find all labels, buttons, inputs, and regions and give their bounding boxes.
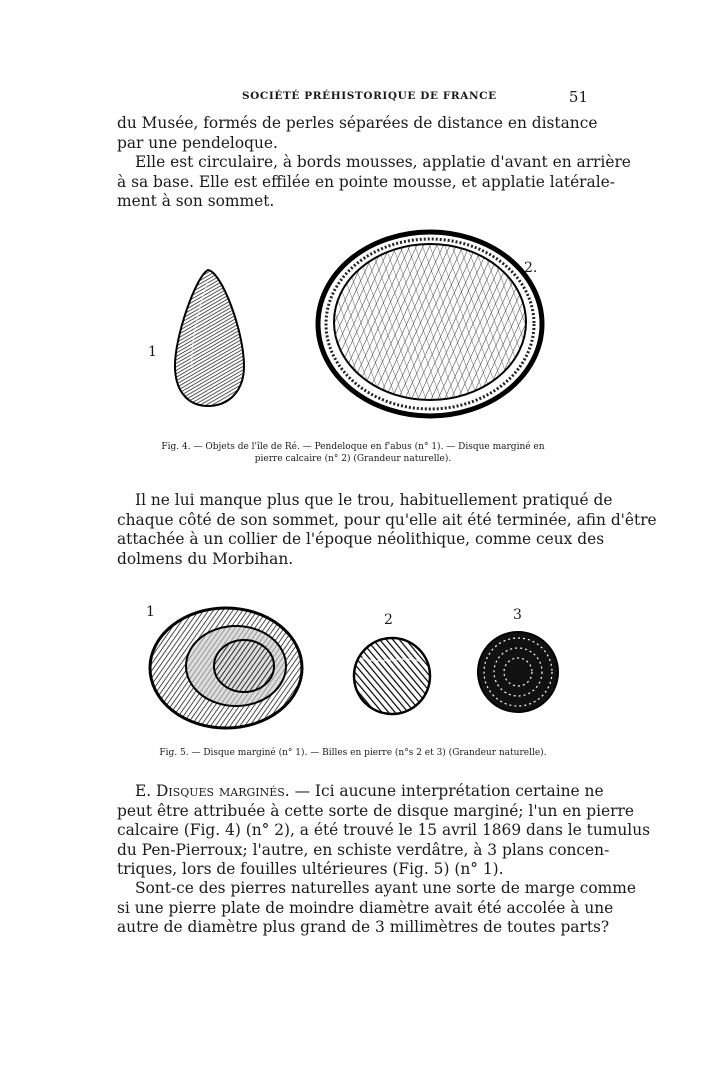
striped-ball-drawing [354, 638, 430, 714]
text-line: Sont-ce des pierres naturelles ayant une sorte de marge comme [135, 879, 636, 897]
caption-line: pierre calcaire (n° 2) (Grandeur naturelle). [254, 454, 452, 464]
text-line: si une pierre plate de moindre diamètre avait été accolée à une [117, 898, 614, 917]
page-header [118, 88, 588, 108]
dotted-ball-drawing [478, 632, 558, 712]
figure-4-label-2: 2. [524, 260, 538, 276]
figure-5-label-3: 3 [513, 607, 522, 623]
figure-4-caption [117, 441, 589, 465]
text-line: calcaire (Fig. 4) (n° 2), a été trouvé le 15 avril 1869 dans le tumulus [117, 821, 650, 839]
paragraph-1 [117, 114, 598, 153]
margined-disc-drawing [318, 232, 542, 416]
text-fragment: — Ici aucune interprétation certaine ne [294, 782, 604, 800]
text-line: Elle est circulaire, à bords mousses, applatie d'avant en arrière [135, 153, 631, 171]
figure-5-label-1: 1 [146, 604, 155, 620]
pendant-drawing [175, 270, 244, 406]
text-line: triques, lors de fouilles ultérieures (Fig. 5) (n° 1). [117, 860, 504, 878]
paragraph-3 [117, 491, 657, 569]
text-line: attachée à un collier de l'époque néolithique, comme ceux des [117, 530, 605, 548]
text-line: par une pendeloque. [117, 133, 278, 152]
text-line: ment à son sommet. [117, 192, 275, 210]
caption-line: Fig. 4. — Objets de l'île de Ré. — Pendeloque en f'abus (n° 1). — Disque marginé en [161, 442, 545, 452]
text-line: Il ne lui manque plus que le trou, habituellement pratiqué de [135, 491, 613, 509]
figure-4-illustration [140, 228, 560, 428]
text-line: autre de diamètre plus grand de 3 millimètres de toutes parts? [117, 918, 610, 936]
paragraph-2 [117, 153, 631, 212]
text-line [117, 782, 604, 802]
running-title: SOCIÉTÉ PRÉHISTORIQUE DE FRANCE [242, 90, 497, 102]
text-line: dolmens du Morbihan. [117, 549, 294, 568]
figure-4-label-1: 1 [148, 344, 157, 360]
text-line: peut être attribuée à cette sorte de disque marginé; l'un en pierre [117, 801, 634, 820]
text-line: chaque côté de son sommet, pour qu'elle ait été terminée, afin d'être [117, 510, 657, 529]
concentric-disc-drawing [150, 608, 302, 728]
text-line: du Pen-Pierroux; l'autre, en schiste verdâtre, à 3 plans concen- [117, 840, 610, 859]
figure-5-illustration [140, 596, 570, 736]
text-line: à sa base. Elle est effilée en pointe mousse, et applatie latérale- [117, 172, 615, 191]
page-number: 51 [568, 88, 588, 106]
figure-5-caption: Fig. 5. — Disque marginé (n° 1). — Billes en pierre (n°s 2 et 3) (Grandeur naturelle). [159, 748, 547, 758]
section-heading: E. Disques marginés. [135, 782, 290, 800]
figure-5-label-2: 2 [384, 612, 393, 628]
paragraph-5 [117, 879, 636, 938]
paragraph-4 [117, 782, 650, 880]
text-line: du Musée, formés de perles séparées de distance en distance [117, 114, 598, 132]
